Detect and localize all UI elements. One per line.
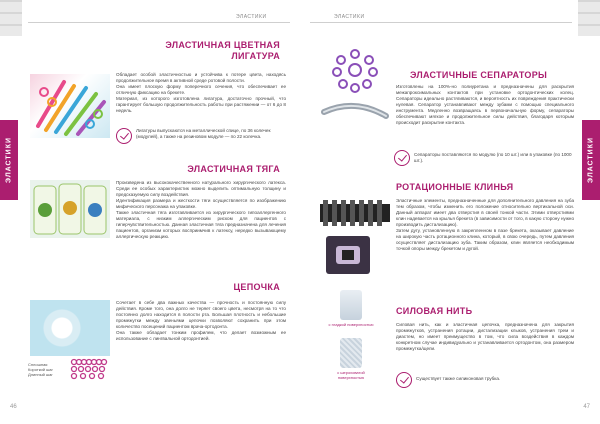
smooth-thread-photo [340,290,362,320]
wedge-closeup-photo [326,236,370,274]
section-note-power-thread: Существует также силиконовая трубка. [416,376,501,381]
side-tab-label: ЭЛАСТИКИ [587,137,595,183]
section-title-line: ЛИГАТУРА [231,51,280,61]
paragraph: Силовая нить, как и эластичная цепочка, предназначена для закрытия промежутков, устранения ротации, дистализации клыков, устранения трем и диастем, но имеет преимущество в том, что сила воздействия в каждом конкретном случае индивидуально и устанавливается ортодонтом, она размером промежутка/щели. [396,322,574,351]
chain-links-icon [70,358,110,380]
check-icon [394,150,410,166]
section-note-separators: Сепараторы поставляются по модулю (по 10 шт.) или в упаковке (по 1000 шт.). [414,152,572,163]
caption-rough-surface: с шероховатой поверхностью [337,370,365,380]
puzzle-border-decoration [0,0,22,36]
chain-samples-illustration [70,358,110,380]
rough-thread-photo [340,338,362,368]
caption-long-pitch: Длинный шаг [28,372,53,377]
section-text-separators [396,84,574,126]
caption-smooth-surface: с гладкой поверхностью [328,322,374,327]
section-title-power-thread: СИЛОВАЯ НИТЬ [396,306,473,316]
ligature-photo [30,74,110,138]
caption-short-pitch: Короткий шаг [28,367,53,372]
separators-photo [320,40,390,130]
colored-ligatures-illustration [30,74,110,138]
section-note-ligature: Лигатуры выпускаются на металлической спице, по 36 колечек (модулей), а также на резиновом модуле — по 22 колечка. [136,128,271,139]
right-page [300,0,600,424]
caption-solid: Сплошная [28,362,48,367]
running-head: ЭЛАСТИКИ [236,14,267,20]
rotation-wedges-illustration [320,196,390,232]
puzzle-border-decoration [578,0,600,36]
paragraph: Сочетает в себе два важных качества — прочность и постоянную силу действия. Кроме того, она долго не теряет своего цвета, несмотря на то что постоянно долго находится в полости рта. Большая плотность и небольшие промежутки между звеньями цепочки позволяют сохранить при этом количество посещений пациентом врача-ортодонта. [116,300,286,329]
section-title-line: ЭЛАСТИЧНАЯ ЦВЕТНАЯ [165,40,280,50]
section-text-elastic-traction [116,180,286,240]
section-text-ligature [116,72,286,114]
paragraph: Обладает особой эластичностью и устойчива к потере цвета, находясь продолжительное время в активной среде ротовой полости. [116,72,286,83]
section-text-chain [116,300,286,342]
paragraph: Эластичные элементы, предназначенные для дополнительного давления на зуба тем образом, чтобы изменить его положение относительно вертикальной оси. Данный аппарат имеет два отверстия в своей тонкой части. Этими отверстиями клин надевается на крылья брекета (в зависимости от того, в какую сторону нужно производить дистализацию). [396,198,574,227]
paragraph: Затем дугу, установленную в закрепленном в пазе брекета, оказывает давление на широкую часть ротационного клина, который, в свою очередь, путем давления осуществляет дистализацию зуба. Таким образом, клин является необходимым точкой опоры между брекетом и дугой. [396,228,574,251]
chain-spool-photo [30,300,110,356]
paragraph: Также эластичная тяга изготавливается из хирургического гипоаллергенного материала, с низким аллергическим риском для пациентов с гиперчувствительностью. Данная эластичная тяга предназначена для лечения пациентов, организм которых восприимчив к латексу, нередко вызывающему аллергическую реакцию. [116,210,286,239]
running-head: ЭЛАСТИКИ [334,14,365,20]
wedge-on-tooth-illustration [326,236,370,274]
check-icon [396,372,412,388]
traction-packages-photo [30,180,110,238]
check-icon [116,128,132,144]
section-title-separators: ЭЛАСТИЧНЫЕ СЕПАРАТОРЫ [410,70,548,80]
paragraph: Произведена из высококачественного натурального хирургического латекса. Среди ее особых характеристик можно выделить оптимальную толщину и предсказуемую силу воздействия. [116,180,286,197]
paragraph: Она имеет плоскую форму поперечного сечения, что обеспечивает ее отличную фиксацию на брекете. [116,84,286,95]
paragraph: Идентификация размера и жесткости тяги осуществляется по изображению мифического персонажа на упаковке. [116,198,286,209]
side-tab [582,120,600,200]
paragraph: Изготовлены на 100%-но полиуретана и предназначены для раскрытия межапроксимальных контактов при установке ортодонтических колец. Сепараторы идеально растягиваются, и вероятность их повреждения практически нулевая. Сепаратор устанавливают между зубами с помощью специального инструмента. Медленно возвращаясь в первоначальную форму, сепараторы обеспечивают мягкое и продолжительное силы действия, благодаря которым происходит раскрытие контакта. [396,84,574,125]
paragraph: Она также обладает тонким профилем, что делает возможным ее использование с лингвальной ортодонтией. [116,330,286,341]
section-text-rotation-wedges [396,198,574,252]
section-title-elastic-traction: ЭЛАСТИЧНАЯ ТЯГА [187,164,280,174]
wedges-strip-photo [320,196,390,232]
elastic-packages-illustration [30,180,110,238]
section-title-ligature [120,40,280,62]
paragraph: Материал, из которого изготовлена лигатура, достаточно прочный, что гарантирует большую продолжительность работы при растяжении — от 6 до 8 недель. [116,96,286,113]
section-title-rotation-wedges: РОТАЦИОННЫЕ КЛИНЬЯ [396,182,514,192]
chain-type-captions [28,362,68,377]
section-title-chain: ЦЕПОЧКА [233,282,280,292]
separator-module-illustration [320,40,390,130]
page-number: 46 [10,404,17,410]
side-tab [0,120,18,200]
section-text-power-thread [396,322,574,352]
running-head-rule [28,22,290,23]
running-head-rule [310,22,572,23]
page-number: 47 [583,404,590,410]
side-tab-label: ЭЛАСТИКИ [5,137,13,183]
